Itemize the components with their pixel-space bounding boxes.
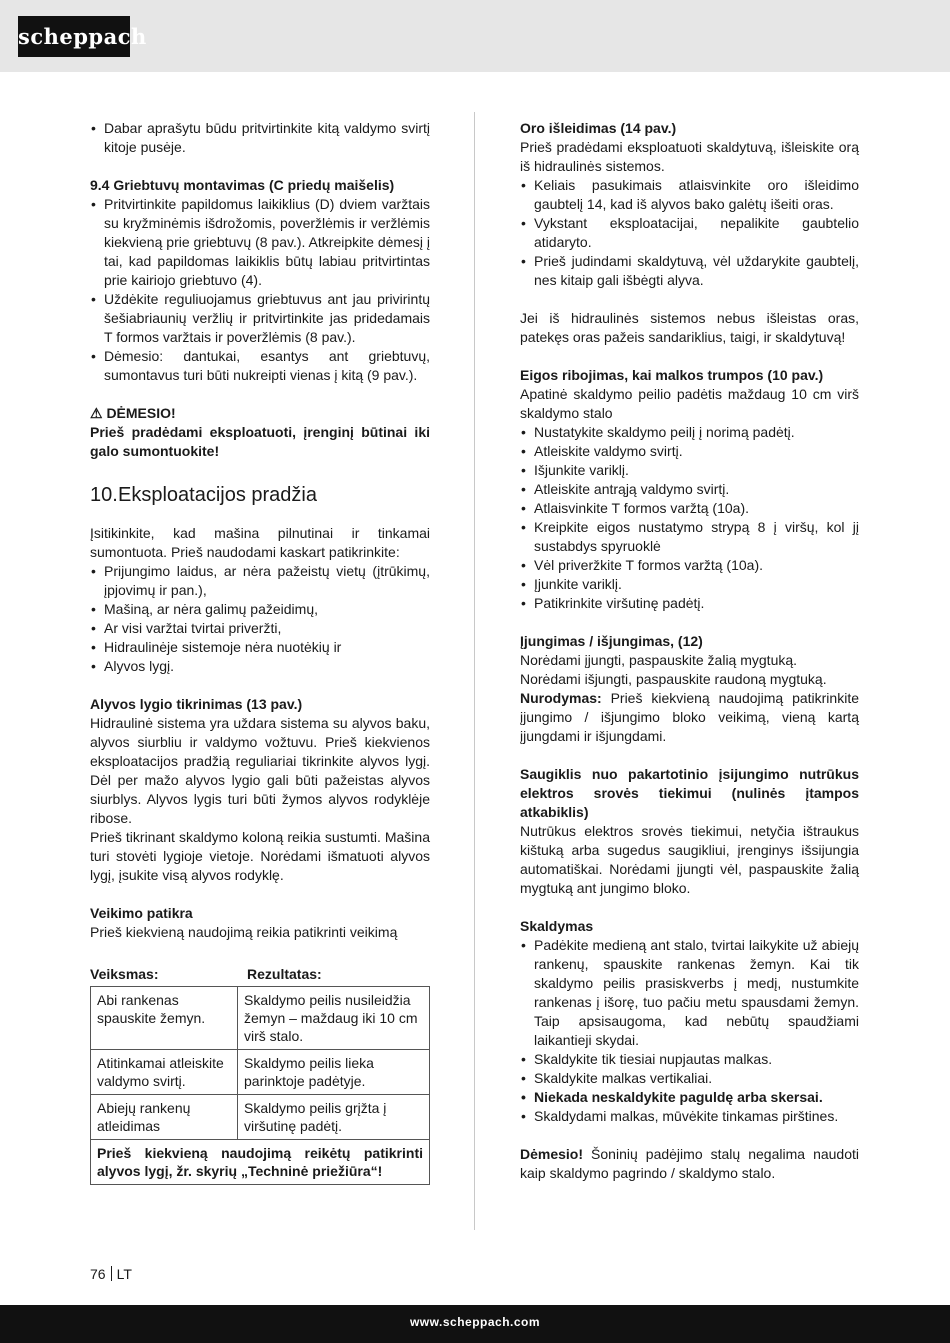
list-item: • Patikrinkite viršutinę padėtį. bbox=[520, 594, 859, 613]
list-item: • Mašiną, ar nėra galimų pažeidimų, bbox=[90, 600, 430, 619]
scheppach-logo: scheppach bbox=[18, 16, 130, 57]
table-cell-action: Abi rankenas spauskite žemyn. bbox=[91, 987, 238, 1050]
table-header bbox=[90, 965, 430, 984]
section-10-intro: Įsitikinkite, kad mašina pilnutinai ir tinkamai sumontuota. Prieš naudodami kaskart patikrinkite: bbox=[90, 525, 430, 560]
list-item: • Išjunkite variklį. bbox=[520, 461, 859, 480]
list-item: • Kreipkite eigos nustatymo strypą 8 į viršų, kol jį sustabdys spyruoklė bbox=[520, 518, 859, 556]
left-column bbox=[90, 119, 430, 1185]
list-item: • Dėmesio: dantukai, esantys ant griebtuvų, sumontavus turi būti nukreipti vienas į kitą (9 pav.). bbox=[90, 347, 430, 385]
column-header-result: Rezultatas: bbox=[247, 966, 322, 982]
function-check-title: Veikimo patikra bbox=[90, 905, 193, 921]
oil-check-title: Alyvos lygio tikrinimas (13 pav.) bbox=[90, 696, 303, 712]
language-code: LT bbox=[116, 1266, 132, 1282]
list-item: • Alyvos lygį. bbox=[90, 657, 430, 676]
on-off-note bbox=[520, 689, 859, 746]
table-cell-result: Skaldymo peilis grįžta į viršutinę padėtį. bbox=[238, 1095, 430, 1140]
note-text: Prieš kiekvieną naudojimą patikrinkite įjungimo / išjungimo bloko veikimą, vieną kartą įjungdami ir išjungdami. bbox=[520, 690, 859, 744]
list-item: • Skaldydami malkas, mūvėkite tinkamas pirštines. bbox=[520, 1107, 859, 1126]
column-divider bbox=[474, 112, 475, 1230]
page-number-value: 76 bbox=[90, 1266, 106, 1282]
section-10-heading bbox=[90, 482, 430, 508]
list-item: • Atlaisvinkite T formos varžtą (10a). bbox=[520, 499, 859, 518]
table-cell-result: Skaldymo peilis lieka parinktoje padėtyje. bbox=[238, 1050, 430, 1095]
function-check-table bbox=[90, 986, 430, 1185]
stroke-limit-text: Apatinė skaldymo peilio padėtis maždaug 10 cm virš skaldymo stalo bbox=[520, 386, 859, 421]
list-item: • Dabar aprašytu būdu pritvirtinkite kitą valdymo svirtį kitoje pusėje. bbox=[90, 119, 430, 157]
table-row bbox=[91, 1050, 430, 1095]
warning-label: Dėmesio! bbox=[520, 1146, 584, 1162]
list-item: • Niekada neskaldykite paguldę arba skersai. bbox=[520, 1088, 859, 1107]
list-item: • Uždėkite reguliuojamus griebtuvus ant jau privirintų šešiabriaunių veržlių ir pritvirtinkite jas pridedamais T formos varžtais ir poveržlėmis (8 pav.). bbox=[90, 290, 430, 347]
page-number bbox=[90, 1266, 132, 1282]
list-item: • Įjunkite variklį. bbox=[520, 575, 859, 594]
warning-text: Šoninių padėjimo stalų negalima naudoti kaip skaldymo pagrindo / skaldymo stalo. bbox=[520, 1146, 859, 1181]
list-item: • Hidraulinėje sistemoje nėra nuotėkių ir bbox=[90, 638, 430, 657]
website-link[interactable]: www.scheppach.com bbox=[409, 1315, 541, 1329]
note-label: Nurodymas: bbox=[520, 690, 602, 706]
list-item: • Prieš judindami skaldytuvą, vėl uždarykite gaubtelį, nes kitaip gali išbėgti alyva. bbox=[520, 252, 859, 290]
right-column bbox=[520, 119, 859, 1183]
undervoltage-title: Saugiklis nuo pakartotinio įsijungimo nutrūkus elektros srovės tiekimui (nulinės įtampos atkabiklis) bbox=[520, 766, 859, 820]
section-9-4-title: 9.4 Griebtuvų montavimas (C priedų maišelis) bbox=[90, 177, 395, 193]
table-row bbox=[91, 987, 430, 1050]
list-item: • Atleiskite antrąją valdymo svirtį. bbox=[520, 480, 859, 499]
stroke-limit-list bbox=[520, 423, 859, 613]
undervoltage-text: Nutrūkus elektros srovės tiekimui, netyčia ištraukus kištuką arba sugedus saugikliui, įrenginys išsijungia automatiškai. Norėdami įjungti vėl, paspauskite žalią mygtuką ant jungimo bloko. bbox=[520, 823, 859, 896]
splitting-warning bbox=[520, 1145, 859, 1183]
list-item: • Padėkite medieną ant stalo, tvirtai laikykite už abiejų rankenų, spauskite rankenas žemyn. Kai tik skaldymo peilis prasiskverbs į medį, nustumkite rankenas į išorę, tuo pačiu metu spausdami žemyn. Taip apsisaugoma, kad nebūtų spaudžiami laikantieji skydai. bbox=[520, 936, 859, 1050]
air-release-note: Jei iš hidraulinės sistemos nebus išleistas oras, patekęs oras pažeis sandariklius, taigi, ir skaldytuvą! bbox=[520, 310, 859, 345]
list-item: • Skaldykite tik tiesiai nupjautas malkas. bbox=[520, 1050, 859, 1069]
column-header-action: Veiksmas: bbox=[90, 966, 159, 982]
page-header bbox=[0, 0, 950, 72]
on-off-title: Įjungimas / išjungimas, (12) bbox=[520, 633, 703, 649]
list-item: • Keliais pasukimais atlaisvinkite oro išleidimo gaubtelį 14, kad iš alyvos bako galėtų išeiti oras. bbox=[520, 176, 859, 214]
warning-text: Prieš pradėdami eksploatuoti, įrenginį būtinai iki galo sumontuokite! bbox=[90, 424, 430, 459]
table-cell-action: Atitinkamai atleiskite valdymo svirtį. bbox=[91, 1050, 238, 1095]
stroke-limit-title: Eigos ribojimas, kai malkos trumpos (10 pav.) bbox=[520, 367, 824, 383]
table-footer-note: Prieš kiekvieną naudojimą reikėtų patikrinti alyvos lygį, žr. skyrių „Techninė priežiūra“! bbox=[91, 1140, 430, 1185]
page-separator bbox=[111, 1266, 112, 1281]
list-item: • Vėl priveržkite T formos varžtą (10a). bbox=[520, 556, 859, 575]
list-item: • Atleiskite valdymo svirtį. bbox=[520, 442, 859, 461]
list-item: • Nustatykite skaldymo peilį į norimą padėtį. bbox=[520, 423, 859, 442]
splitting-list bbox=[520, 936, 859, 1126]
table-row bbox=[91, 1095, 430, 1140]
table-cell-result: Skaldymo peilis nusileidžia žemyn – maždaug iki 10 cm virš stalo. bbox=[238, 987, 430, 1050]
air-release-list bbox=[520, 176, 859, 290]
oil-check-text-2: Prieš tikrinant skaldymo koloną reikia sustumti. Mašina turi stovėti lygioje vietoje. Norėdami išmatuoti alyvos lygį, įsukite visą alyvos rodyklę. bbox=[90, 829, 430, 883]
air-release-title: Oro išleidimas (14 pav.) bbox=[520, 120, 677, 136]
on-off-line-2: Norėdami išjungti, paspauskite raudoną mygtuką. bbox=[520, 671, 827, 687]
list-item: • Prijungimo laidus, ar nėra pažeistų vietų (įtrūkimų, įpjovimų ir pan.), bbox=[90, 562, 430, 600]
warning-title: ⚠ DĖMESIO! bbox=[90, 405, 176, 421]
page-footer bbox=[0, 1305, 950, 1343]
section-9-4-list bbox=[90, 195, 430, 385]
list-item: • Vykstant eksploatacijai, nepalikite gaubtelio atidaryto. bbox=[520, 214, 859, 252]
checklist bbox=[90, 562, 430, 676]
section-number: 10. bbox=[90, 484, 118, 506]
table-cell-action: Abiejų rankenų atleidimas bbox=[91, 1095, 238, 1140]
table-footer-row bbox=[91, 1140, 430, 1185]
on-off-line-1: Norėdami įjungti, paspauskite žalią mygtuką. bbox=[520, 652, 798, 668]
function-check-text: Prieš kiekvieną naudojimą reikia patikrinti veikimą bbox=[90, 924, 398, 940]
list-item: • Ar visi varžtai tvirtai priveržti, bbox=[90, 619, 430, 638]
oil-check-text-1: Hidraulinė sistema yra uždara sistema su alyvos baku, alyvos siurbliu ir valdymo vožtuvu. Prieš kiekvienos eksploatacijos pradžią reguliariai tikrinkite alyvos lygį. Dėl per mažo alyvos lygio gali būti pažeistas alyvos siurblys. Alyvos lygis turi būti žymos alyvos rodyklėje ribose. bbox=[90, 715, 430, 826]
list-item: • Pritvirtinkite papildomus laikiklius (D) dviem varžtais su kryžminėmis išdrožomis, poveržlėmis ir veržlėmis kiekvieną prie griebtuvų (8 pav.). Atkreipkite dėmesį į tai, kad papildomas laikiklis būtų labiau pritvirtintas prie kairiojo griebtuvo (4). bbox=[90, 195, 430, 290]
splitting-title: Skaldymas bbox=[520, 918, 594, 934]
air-release-text: Prieš pradėdami eksploatuoti skaldytuvą, išleiskite orą iš hidraulinės sistemos. bbox=[520, 139, 859, 174]
list-item: • Skaldykite malkas vertikaliai. bbox=[520, 1069, 859, 1088]
intro-list bbox=[90, 119, 430, 157]
section-title: Eksploatacijos pradžia bbox=[118, 484, 317, 506]
